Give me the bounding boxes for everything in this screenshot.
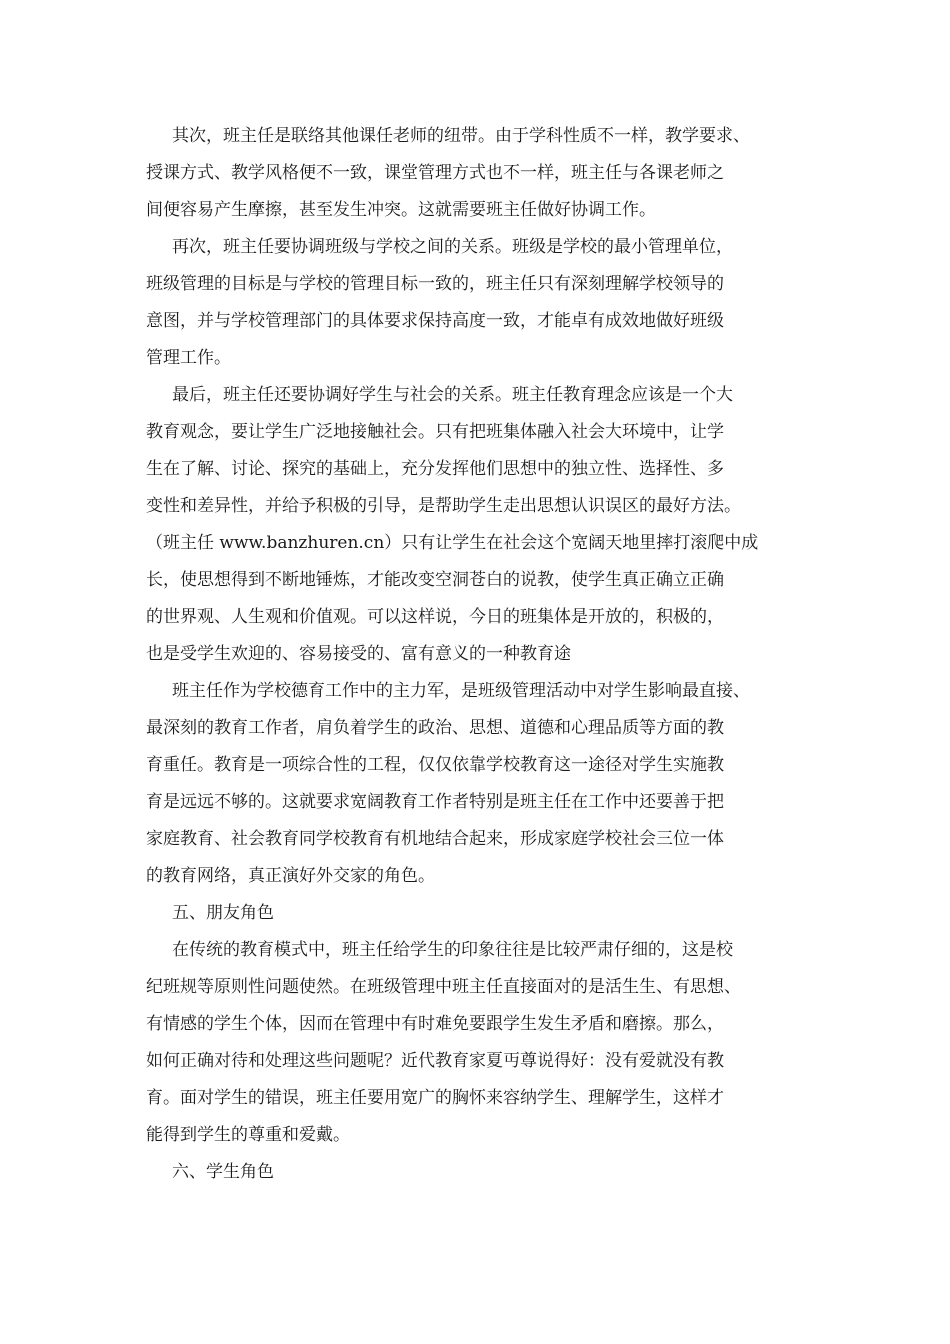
paragraph-line: 教育观念，要让学生广泛地接触社会。只有把班集体融入社会大环境中，让学 <box>146 422 724 442</box>
paragraph-line: 最后，班主任还要协调好学生与社会的关系。班主任教育理念应该是一个大 <box>172 385 733 405</box>
paragraph-line: 其次，班主任是联络其他课任老师的纽带。由于学科性质不一样，教学要求、 <box>172 126 750 146</box>
paragraph-line: 班级管理的目标是与学校的管理目标一致的，班主任只有深刻理解学校领导的 <box>146 274 724 294</box>
paragraph-line: 育是远远不够的。这就要求宽阔教育工作者特别是班主任在工作中还要善于把 <box>146 792 724 812</box>
paragraph-line: 能得到学生的尊重和爱戴。 <box>146 1125 350 1145</box>
paragraph-line: 如何正确对待和处理这些问题呢？近代教育家夏丏尊说得好：没有爱就没有教 <box>146 1051 724 1071</box>
paragraph-line: 育重任。教育是一项综合性的工程，仅仅依靠学校教育这一途径对学生实施教 <box>146 755 724 775</box>
paragraph-line: 的教育网络，真正演好外交家的角色。 <box>146 866 435 886</box>
paragraph-line: 生在了解、讨论、探究的基础上，充分发挥他们思想中的独立性、选择性、多 <box>146 459 724 479</box>
paragraph-line: 意图，并与学校管理部门的具体要求保持高度一致，才能卓有成效地做好班级 <box>146 311 724 331</box>
paragraph-line: 变性和差异性，并给予积极的引导，是帮助学生走出思想认识误区的最好方法。 <box>146 496 741 516</box>
paragraph-line: 再次，班主任要协调班级与学校之间的关系。班级是学校的最小管理单位， <box>172 237 733 257</box>
paragraph-line: 在传统的教育模式中，班主任给学生的印象往往是比较严肃仔细的，这是校 <box>172 940 733 960</box>
paragraph-line: 家庭教育、社会教育同学校教育有机地结合起来，形成家庭学校社会三位一体 <box>146 829 724 849</box>
paragraph-line: 育。面对学生的错误，班主任要用宽广的胸怀来容纳学生、理解学生，这样才 <box>146 1088 724 1108</box>
section-heading: 五、朋友角色 <box>172 903 274 923</box>
paragraph-line: 长，使思想得到不断地锤炼，才能改变空洞苍白的说教，使学生真正确立正确 <box>146 570 724 590</box>
paragraph-line: 的世界观、人生观和价值观。可以这样说，今日的班集体是开放的，积极的， <box>146 607 724 627</box>
section-heading: 六、学生角色 <box>172 1162 274 1182</box>
paragraph-line: 有情感的学生个体，因而在管理中有时难免要跟学生发生矛盾和磨擦。那么， <box>146 1014 724 1034</box>
paragraph-line: 纪班规等原则性问题使然。在班级管理中班主任直接面对的是活生生、有思想、 <box>146 977 741 997</box>
paragraph-line: 间便容易产生摩擦，甚至发生冲突。这就需要班主任做好协调工作。 <box>146 200 656 220</box>
paragraph-line: （班主任 www.banzhuren.cn）只有让学生在社会这个宽阔天地里摔打滚爬中成 <box>146 533 759 553</box>
paragraph-line: 班主任作为学校德育工作中的主力军，是班级管理活动中对学生影响最直接、 <box>172 681 750 701</box>
paragraph-line: 授课方式、教学风格便不一致，课堂管理方式也不一样，班主任与各课老师之 <box>146 163 724 183</box>
paragraph-line: 最深刻的教育工作者，肩负着学生的政治、思想、道德和心理品质等方面的教 <box>146 718 724 738</box>
paragraph-line: 管理工作。 <box>146 348 231 368</box>
paragraph-line: 也是受学生欢迎的、容易接受的、富有意义的一种教育途 <box>146 644 571 664</box>
